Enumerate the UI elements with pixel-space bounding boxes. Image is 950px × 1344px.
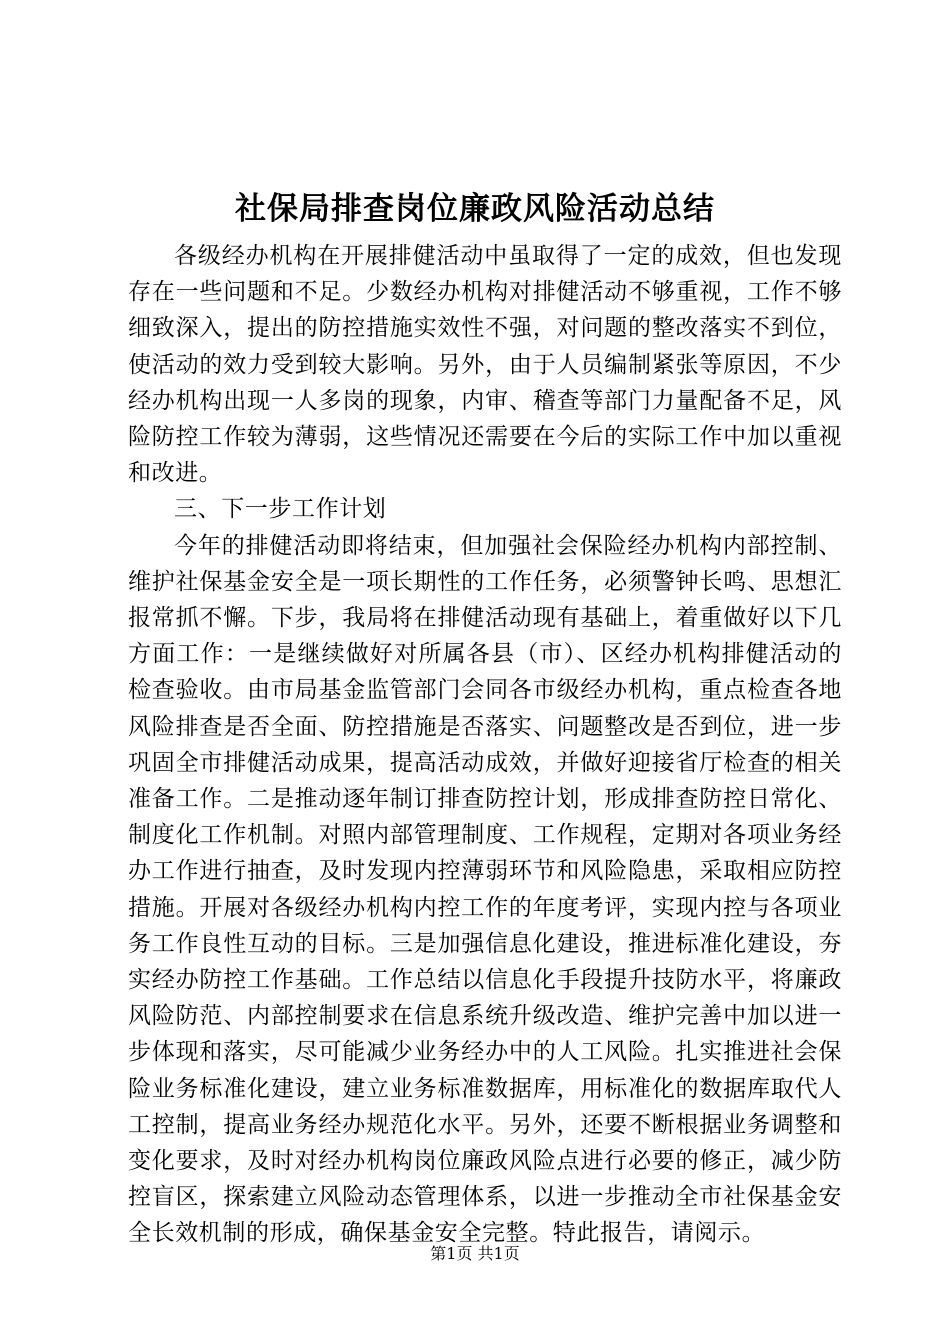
paragraph-work-plan: 今年的排健活动即将结束，但加强社会保险经办机构内部控制、维护社保基金安全是一项长期性的工作任务，必须警钟长鸣、思想汇报常抓不懈。下步，我局将在排健活动现有基础上，着重做好以下几方面工作：一是继续做好对所属各县（市）、区经办机构排健活动的检查验收。由市局基金监管部门会同各市级经办机构，重点检查各地风险排查是否全面、防控措施是否落实、问题整改是否到位，进一步巩固全市排健活动成果，提高活动成效，并做好迎接省厅检查的相关准备工作。二是推动逐年制订排查防控计划，形成排查防控日常化、制度化工作机制。对照内部管理制度、工作规程，定期对各项业务经办工作进行抽查，及时发现内控薄弱环节和风险隐患，采取相应防控措施。开展对各级经办机构内控工作的年度考评，实现内控与各项业务工作良性互动的目标。三是加强信息化建设，推进标准化建设，夯实经办防控工作基础。工作总结以信息化手段提升技防水平，将廉政风险防范、内部控制要求在信息系统升级改造、维护完善中加以进一步体现和落实，尽可能减少业务经办中的人工风险。扎实推进社会保险业务标准化建设，建立业务标准数据库，用标准化的数据库取代人工控制，提高业务经办规范化水平。另外，还要不断根据业务调整和变化要求，及时对经办机构岗位廉政风险点进行必要的修正，减少防控盲区，探索建立风险动态管理体系，以进一步推动全市社保基金安全长效机制的形成，确保基金安全完整。特此报告，请阅示。 [128, 532, 842, 1247]
document-title: 社保局排查岗位廉政风险活动总结 [235, 191, 715, 227]
paragraph-problems: 各级经办机构在开展排健活动中虽取得了一定的成效，但也发现存在一些问题和不足。少数经办机构对排健活动不够重视，工作不够细致深入，提出的防控措施实效性不强，对问题的整改落实不到位，使活动的效力受到较大影响。另外，由于人员编制紧张等原因，不少经办机构出现一人多岗的现象，内审、稽查等部门力量配备不足，风险防控工作较为薄弱，这些情况还需要在今后的实际工作中加以重视和改进。 [128, 243, 842, 487]
section-heading-next-steps: 三、下一步工作计划 [174, 496, 387, 523]
document-body [128, 238, 842, 1252]
page-number-footer: 第1页 共1页 [430, 1244, 520, 1263]
